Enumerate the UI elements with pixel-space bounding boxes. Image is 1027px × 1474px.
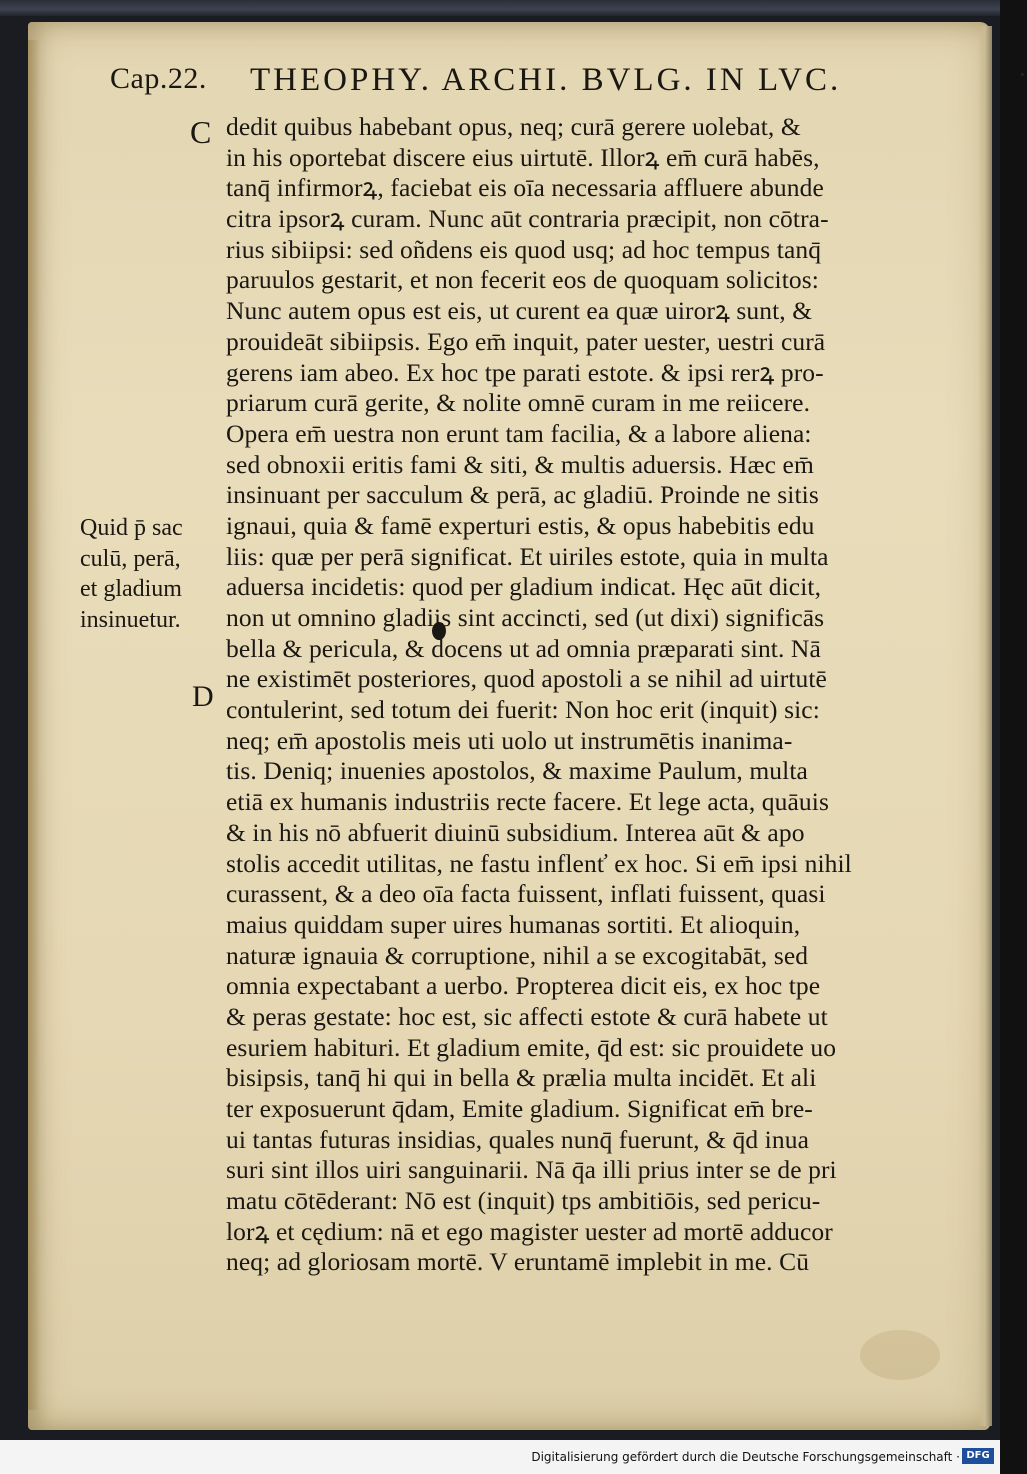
text-line: in his oportebat discere eius uirtutē. Illorꝝ em̄ curā habēs, [226,142,820,172]
paper-stain [860,1330,940,1380]
marginal-line: Quid p̄ sac [80,515,183,541]
marginal-line: insinuetur. [80,607,181,634]
text-line: rius sibiipsi: sed oñdens eis quod usq; ad hoc tempus tanq̄ [226,234,822,264]
text-line: & peras gestate: hoc est, sic affecti estote & curā habete ut [226,1001,828,1031]
text-line: aduersa incidetis: quod per gladium indicat. Hęc aūt dicit, [226,572,822,602]
text-line: maius quiddam super uires humanas sortiti. Et alioquin, [226,909,801,939]
text-line: prouideāt sibiipsis. Ego em̄ inquit, pater uester, uestri curā [226,326,826,356]
text-line: gerens iam abeo. Ex hoc tpe parati estote. & ipsi rerꝝ pro- [226,357,824,387]
page-edge [978,26,992,1426]
text-line: tanq̄ infirmorꝝ, faciebat eis oīa necessaria affluere abunde [226,173,824,203]
text-line: matu cōtēderant: Nō est (inquit) tps ambitiōis, sed pericu- [226,1186,821,1216]
chapter-number: Cap.22. [110,62,207,95]
header-mark: · [1018,60,1027,89]
text-line: esuriem habituri. Et gladium emite, q̄d est: sic prouidete uo [226,1032,837,1062]
text-line: non ut omnino gladiis sint accincti, sed (ut dixi) significās [226,603,825,632]
binding-edge [0,0,1000,16]
text-line: sed obnoxii eritis fami & siti, & multis aduersis. Hæc em̄ [226,449,814,479]
text-line: tis. Deniq; inuenies apostolos, & maxime Paulum, multa [226,756,808,786]
text-line: naturæ ignauia & corruptione, nihil a se excogitabāt, sed [226,940,809,970]
text-line: paruulos gestarit, et non fecerit eos de quoquam solicitos: [226,265,819,295]
marginal-line: culū, perā, [80,545,181,572]
page-gutter-shadow [28,40,40,1410]
text-line: omnia expectabant a uerbo. Propterea dicit eis, ex hoc tpe [226,971,821,1001]
text-line: contulerint, sed totum dei fuerit: Non hoc erit (inquit) sic: [226,695,820,725]
text-line: neq; em̄ apostolis meis uti uolo ut instrumētis inanima- [226,725,793,755]
text-line: ter exposuerunt q̄dam, Emite gladium. Significat em̄ bre- [226,1094,813,1123]
section-marker-d: D [192,680,214,713]
text-line: ui tantas futuras insidias, quales nunq̄ fuerunt, & q̄d inua [226,1124,809,1154]
text-line: stolis accedit utilitas, ne fastu inflenť ex hoc. Si em̄ ipsi nihil [226,848,852,878]
dfg-logo: DFG [962,1448,994,1464]
marginal-note [80,513,225,636]
text-line: etiā ex humanis industriis recte facere. Et lege acta, quāuis [226,787,829,817]
body-text [226,112,946,1278]
text-line: lorꝝ et cędium: nā et ego magister uester ad mortē adducor [226,1216,833,1246]
footer-bar [0,1440,1000,1474]
text-line: neq; ad gloriosam mortē. V eruntamē implebit in me. Cū [226,1247,810,1277]
marginal-line: et gladium [80,576,182,603]
text-line: Opera em̄ uestra non erunt tam facilia, & a labore aliena: [226,418,812,448]
text-line: priarum curā gerite, & nolite omnē curam in me reiicere. [226,388,811,418]
text-line: liis: quæ per perā significat. Et uiriles estote, quia in multa [226,541,829,571]
text-line: bisipsis, tanq̄ hi qui in bella & prælia multa incidēt. Et ali [226,1063,817,1093]
section-marker-c: C [190,114,212,150]
running-header [110,60,1027,110]
text-line: dedit quibus habebant opus, neq; curā gerere uolebat, & [226,112,801,141]
funding-notice: Digitalisierung gefördert durch die Deutsche Forschungsgemeinschaft · [531,1450,960,1464]
text-line: insinuant per sacculum & perā, ac gladiū. Proinde ne sitis [226,480,819,510]
text-line: bella & pericula, & docens ut ad omnia præparati sint. Nā [226,633,821,663]
header-title: THEOPHY. ARCHI. BVLG. IN LVC. [250,62,842,98]
text-line: suri sint illos uiri sanguinarii. Nā q̄a illi prius inter se de pri [226,1155,837,1185]
text-line: curassent, & a deo oīa facta fuissent, inflati fuissent, quasi [226,879,826,909]
text-line: & in his nō abfuerit diuinū subsidium. Interea aūt & apo [226,817,805,847]
text-line: ne existimēt posteriores, quod apostoli a se nihil ad uirtutē [226,664,827,694]
text-line: ignaui, quia & famē experturi estis, & opus habebitis edu [226,510,815,540]
text-line: Nunc autem opus est eis, ut curent ea quæ uirorꝝ sunt, & [226,296,813,326]
text-line: citra ipsorꝝ curam. Nunc aūt contraria præcipit, non cōtra- [226,204,829,234]
